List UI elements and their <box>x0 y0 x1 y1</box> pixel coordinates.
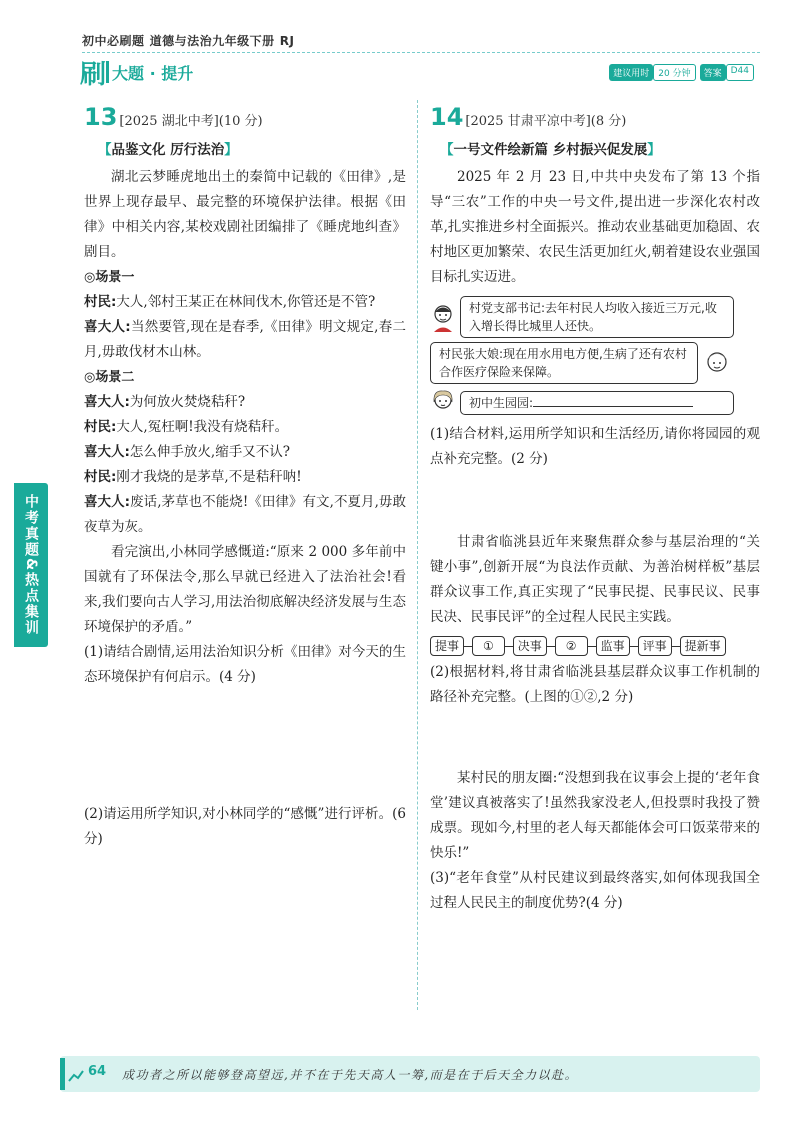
timer-value: 20 分钟 <box>653 64 695 81</box>
dialogue-line <box>84 415 406 440</box>
speaker: 喜大人: <box>84 494 131 510</box>
speaker: 村民: <box>84 294 117 310</box>
speech-bubble-granny: 村民张大娘:现在用水用电方便,生病了还有农村合作医疗保险来保障。 <box>430 342 698 384</box>
flow-step: 决事 <box>513 636 547 656</box>
footer-accent-bar <box>60 1058 65 1090</box>
flow-step: 监事 <box>596 636 630 656</box>
student-label: 初中生园园: <box>469 396 534 410</box>
answer-space <box>430 472 760 530</box>
flow-connector <box>547 646 555 647</box>
answer-space <box>84 690 406 802</box>
column-divider <box>417 100 418 1010</box>
answer-page: D44 <box>726 64 754 81</box>
flow-step: 提事 <box>430 636 464 656</box>
answer-space <box>430 710 760 766</box>
line-text: 为何放火焚烧秸秆? <box>129 394 246 410</box>
section-title: 大题 · 提升 <box>112 63 194 83</box>
chapter-side-tab: 中考真题&热点集训 <box>14 483 48 647</box>
speaker: 喜大人: <box>84 444 130 460</box>
q14-sub1: (1)结合材料,运用所学知识和生活经历,请你将园园的观点补充完整。(2 分) <box>430 426 760 467</box>
dialogue-line <box>84 440 406 465</box>
question-13 <box>84 104 406 852</box>
section-brand <box>80 56 193 88</box>
q13-scene1: ◎场景一 <box>84 270 135 285</box>
page-number: 64 <box>88 1064 107 1079</box>
q14-sub3: (3)“老年食堂”从村民建议到最终落实,如何体现我国全过程人民民主的制度优势?(4 分) <box>430 870 760 911</box>
flow-connector <box>505 646 513 647</box>
q14-para3: 某村民的朋友圈:“没想到我在议事会上提的‘老年食堂’建议真被落实了!虽然我家没老人,但投票时我投了赞成票。现如今,村里的老人每天都能体会可口饭菜带来的快乐!” <box>430 770 760 861</box>
subject-title: 道德与法治九年级下册 <box>149 34 275 48</box>
grandma-icon <box>704 348 734 378</box>
flow-step: 评事 <box>638 636 672 656</box>
flow-connector <box>588 646 596 647</box>
footer-motto: 成功者之所以能够登高望远,并不在于先天高人一筹,而是在于后天全力以赴。 <box>122 1068 579 1082</box>
line-text: 怎么伸手放火,缩手又不认? <box>129 444 290 460</box>
dialogue-line <box>84 290 406 315</box>
question-14 <box>430 104 760 916</box>
q13-number: 13 <box>84 103 118 131</box>
page-header <box>82 30 760 50</box>
edition-label: RJ <box>279 34 295 48</box>
runner-icon <box>68 1068 84 1087</box>
q14-para2: 甘肃省临洮县近年来聚焦群众参与基层治理的“关键小事”,创新开展“为良法作贡献、为善治树样板”基层群众议事工作,真正实现了“民事民提、民事民议、民事民决、民事民评”的全过程人民民主实践。 <box>430 534 760 625</box>
girl-icon <box>430 388 456 418</box>
dialogue-line <box>84 390 406 415</box>
q14-header <box>430 104 760 134</box>
dialogue-line <box>84 465 406 490</box>
speech-row-student <box>430 388 760 418</box>
speech-row-secretary <box>430 296 760 338</box>
q13-intro: 湖北云梦睡虎地出土的秦简中记载的《田律》,是世界上现存最早、最完整的环境保护法律。根据《田律》中相关内容,某校戏剧社团编排了《睡虎地纠查》剧目。 <box>84 169 406 260</box>
q13-theme-text: 品鉴文化 厉行法治 <box>111 142 225 158</box>
speaker: 喜大人: <box>84 394 130 410</box>
speaker: 村民: <box>84 419 117 435</box>
speech-row-granny <box>430 342 760 384</box>
answer-blank[interactable] <box>533 395 693 407</box>
line-text: 当然要管,现在是春季,《田律》明文规定,春二月,毋敢伐材木山林。 <box>84 319 407 360</box>
q14-theme: 【一号文件绘新篇 乡村振兴促发展】 <box>440 142 661 158</box>
flow-connector <box>464 646 472 647</box>
person-icon <box>430 302 456 332</box>
line-text: 大人,邻村王某正在林间伐木,你管还是不管? <box>116 294 376 310</box>
speech-bubble-secretary: 村党支部书记:去年村民人均收入接近三万元,收入增长得比城里人还快。 <box>460 296 734 338</box>
q13-sub2: (2)请运用所学知识,对小林同学的“感慨”进行评析。(6 分) <box>84 806 406 847</box>
q13-theme: 【品鉴文化 厉行法治】 <box>98 142 238 158</box>
speaker: 喜大人: <box>84 319 131 335</box>
line-text: 大人,冤枉啊!我没有烧秸秆。 <box>116 419 289 435</box>
q14-sub2: (2)根据材料,将甘肃省临洮县基层群众议事工作机制的路径补充完整。(上图的①②,2 分) <box>430 664 760 705</box>
brand-logo: 刷 <box>80 59 105 90</box>
timer-info <box>609 64 754 81</box>
q13-scene2: ◎场景二 <box>84 370 135 385</box>
flow-step: 提新事 <box>680 636 726 656</box>
dialogue-line <box>84 490 406 540</box>
answer-label: 答案 <box>700 64 726 81</box>
speech-bubble-student <box>460 391 734 415</box>
dialogue-line <box>84 315 406 365</box>
q13-header <box>84 104 406 134</box>
header-divider <box>82 52 760 53</box>
q14-number: 14 <box>430 103 464 131</box>
q14-source: [2025 甘肃平凉中考](8 分) <box>465 114 627 129</box>
speaker: 村民: <box>84 469 117 485</box>
flow-step-blank: ② <box>555 636 588 656</box>
flow-connector <box>630 646 638 647</box>
series-title: 初中必刷题 <box>82 34 145 48</box>
line-text: 刚才我烧的是茅草,不是秸秆呐! <box>116 469 302 485</box>
q13-sub1: (1)请结合剧情,运用法治知识分析《田律》对今天的生态环境保护有何启示。(4 分) <box>84 644 406 685</box>
flow-step-blank: ① <box>472 636 505 656</box>
process-flow <box>430 636 760 656</box>
q13-after: 看完演出,小林同学感慨道:“原来 2 000 多年前中国就有了环保法令,那么早就已经进入了法治社会!看来,我们要向古人学习,用法治彻底解决经济发展与生态环境保护的矛盾。” <box>84 544 406 635</box>
q14-intro: 2025 年 2 月 23 日,中共中央发布了第 13 个指导“三农”工作的中央一号文件,提出进一步深化农村改革,扎实推进乡村全面振兴。推动农业基础更加稳固、农村地区更加繁荣、农民生活更加红火,朝着建设农业强国目标扎实迈进。 <box>430 169 760 285</box>
line-text: 废话,茅草也不能烧!《田律》有文,不夏月,毋敢夜草为灰。 <box>84 494 406 535</box>
q14-theme-text: 一号文件绘新篇 乡村振兴促发展 <box>453 142 648 158</box>
flow-connector <box>672 646 680 647</box>
timer-label: 建议用时 <box>609 64 653 81</box>
brand-bar <box>106 61 109 83</box>
q13-source: [2025 湖北中考](10 分) <box>119 114 263 129</box>
